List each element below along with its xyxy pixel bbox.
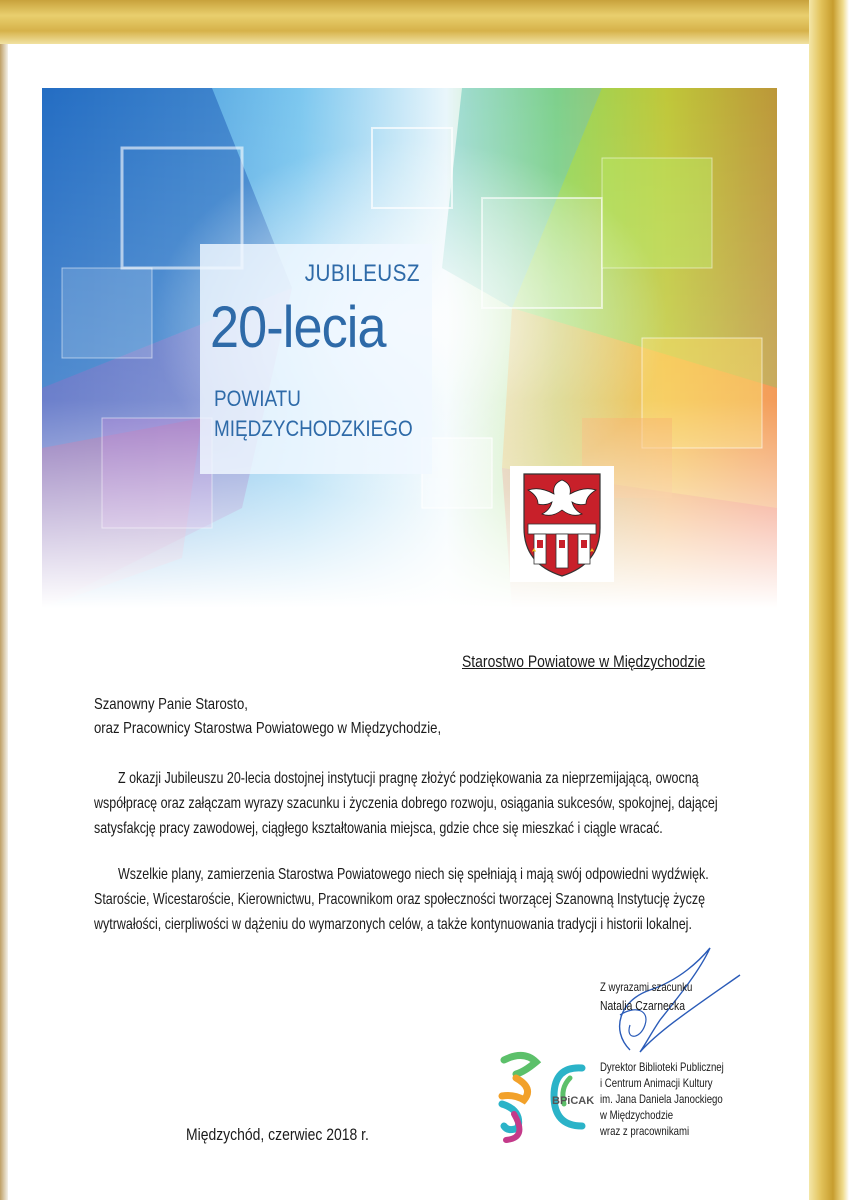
greeting-line-1: Szanowny Panie Starosto,: [94, 696, 248, 713]
banner-title-line-4: MIĘDZYCHODZKIEGO: [214, 416, 413, 441]
paragraph-2-line-2: Staroście, Wicestaroście, Kierownictwu, Pracownikom oraz społeczności tworzącej Szanowną Instytucję życzę: [94, 891, 706, 908]
library-logo: [494, 1048, 604, 1144]
library-logo-text: BPiCAK: [552, 1095, 595, 1107]
signature-regards: Z wyrazami szacunku: [600, 980, 693, 994]
coat-of-arms-icon: [510, 466, 614, 582]
recipient-heading: Starostwo Powiatowe w Międzychodzie: [462, 652, 706, 671]
banner-title-line-3: POWIATU: [214, 386, 301, 411]
paragraph-1-line-2: współpracę oraz załączam wyrazy szacunku i życzenia dobrego rozwoju, osiągania sukcesów, spokojnej, dającej: [94, 795, 718, 812]
paragraph-1-line-3: satysfakcję pracy zawodowej, ciągłego kształtowania miejsca, gdzie chce się mieszkać i ciągle wracać.: [94, 820, 663, 837]
banner-title-line-2: 20-lecia: [210, 295, 386, 360]
signature-title-line-3: im. Jana Daniela Janockiego: [600, 1092, 723, 1106]
signature-title-line-1: Dyrektor Biblioteki Publicznej: [600, 1060, 724, 1074]
signature-title-line-4: w Międzychodzie: [600, 1108, 674, 1122]
gold-frame-right: [809, 0, 849, 1200]
paragraph-2-line-1: Wszelkie plany, zamierzenia Starostwa Powiatowego niech się spełniają i mają swój odpowiedni wydźwięk.: [118, 866, 709, 883]
greeting-line-2: oraz Pracownicy Starostwa Powiatowego w Międzychodzie,: [94, 720, 442, 737]
signature-title-line-2: i Centrum Animacji Kultury: [600, 1076, 713, 1090]
paragraph-2-line-3: wytrwałości, cierpliwości w dążeniu do wymarzonych celów, a także kontynuowania tradycji i historii lokalnej.: [94, 916, 692, 933]
signature-name: Natalia Czarnecka: [600, 998, 685, 1013]
frame-left-edge: [0, 0, 8, 1200]
jubilee-title-box: [200, 244, 432, 474]
signature-title-line-5: wraz z pracownikami: [600, 1124, 690, 1138]
paragraph-1-line-1: Z okazji Jubileuszu 20-lecia dostojnej instytucji pragnę złożyć podziękowania za nieprzemijającą, owocną: [118, 770, 699, 787]
banner-title-line-1: JUBILEUSZ: [304, 260, 420, 287]
gold-frame-top: [0, 0, 849, 44]
place-and-date: Międzychód, czerwiec 2018 r.: [186, 1125, 369, 1144]
